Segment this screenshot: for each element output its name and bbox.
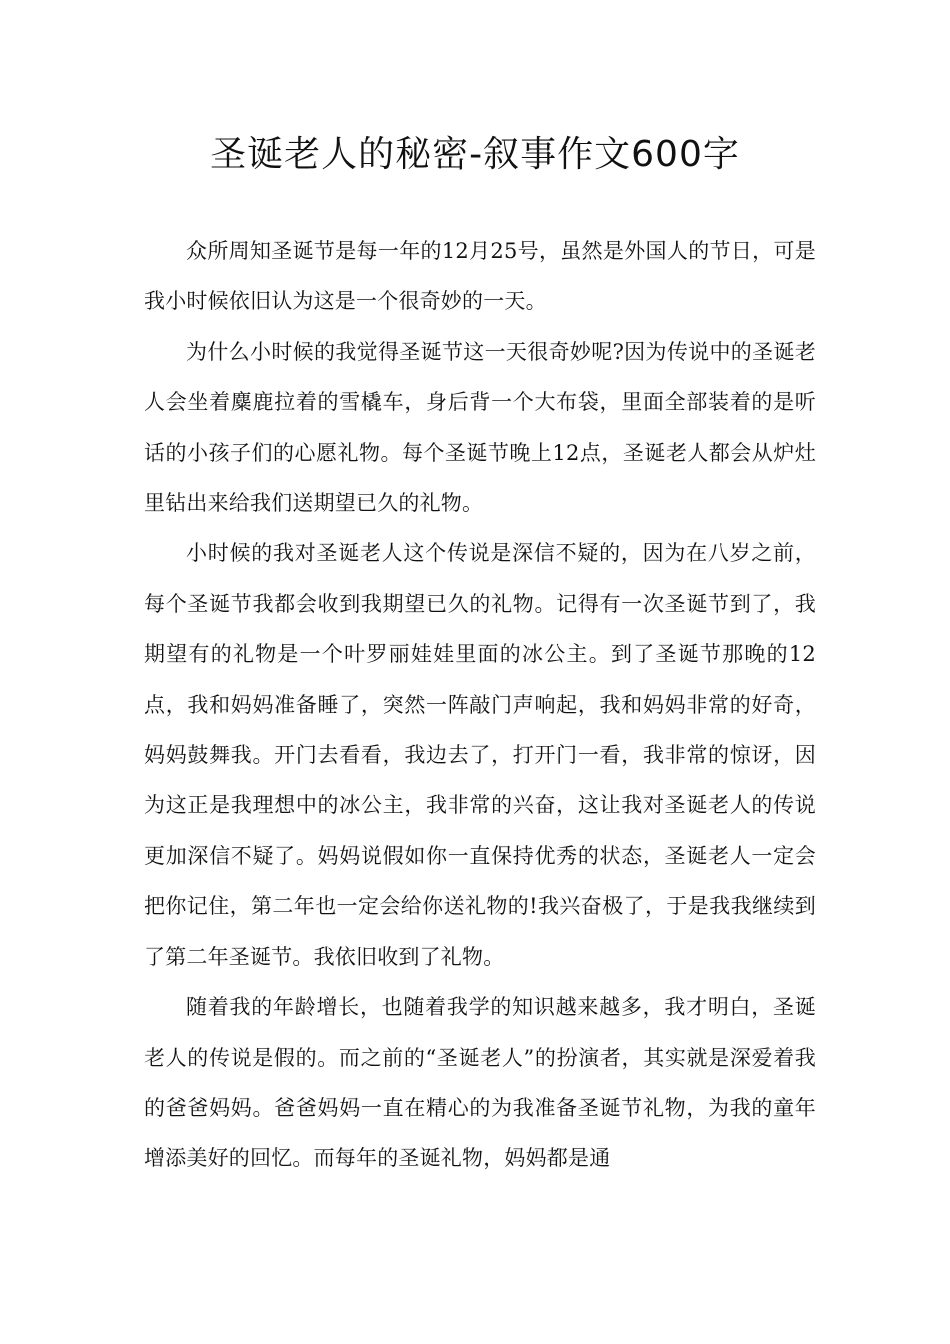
paragraph-3: 小时候的我对圣诞老人这个传说是深信不疑的，因为在八岁之前，每个圣诞节我都会收到我期望已久的礼物。记得有一次圣诞节到了，我期望有的礼物是一个叶罗丽娃娃里面的冰公主。到了圣诞节那晚的12点，我和妈妈准备睡了，突然一阵敲门声响起，我和妈妈非常的好奇，妈妈鼓舞我。开门去看看，我边去了，打开门一看，我非常的惊讶，因为这正是我理想中的冰公主，我非常的兴奋，这让我对圣诞老人的传说更加深信不疑了。妈妈说假如你一直保持优秀的状态，圣诞老人一定会把你记住，第二年也一定会给你送礼物的!我兴奋极了，于是我我继续到了第二年圣诞节。我依旧收到了礼物。 — [144, 541, 816, 969]
document-body — [144, 226, 816, 1184]
paragraph-4: 随着我的年龄增长，也随着我学的知识越来越多，我才明白，圣诞老人的传说是假的。而之前的“圣诞老人”的扮演者，其实就是深爱着我的爸爸妈妈。爸爸妈妈一直在精心的为我准备圣诞节礼物，为我的童年增添美好的回忆。而每年的圣诞礼物，妈妈都是通 — [144, 995, 816, 1171]
paragraph-1: 众所周知圣诞节是每一年的12月25号，虽然是外国人的节日，可是我小时候依旧认为这是一个很奇妙的一天。 — [144, 239, 816, 314]
document-title: 圣诞老人的秘密-叙事作文600字 — [210, 134, 740, 175]
paragraph-2: 为什么小时候的我觉得圣诞节这一天很奇妙呢?因为传说中的圣诞老人会坐着麋鹿拉着的雪橇车，身后背一个大布袋，里面全部装着的是听话的小孩子们的心愿礼物。每个圣诞节晚上12点，圣诞老人都会从炉灶里钻出来给我们送期望已久的礼物。 — [144, 339, 816, 516]
